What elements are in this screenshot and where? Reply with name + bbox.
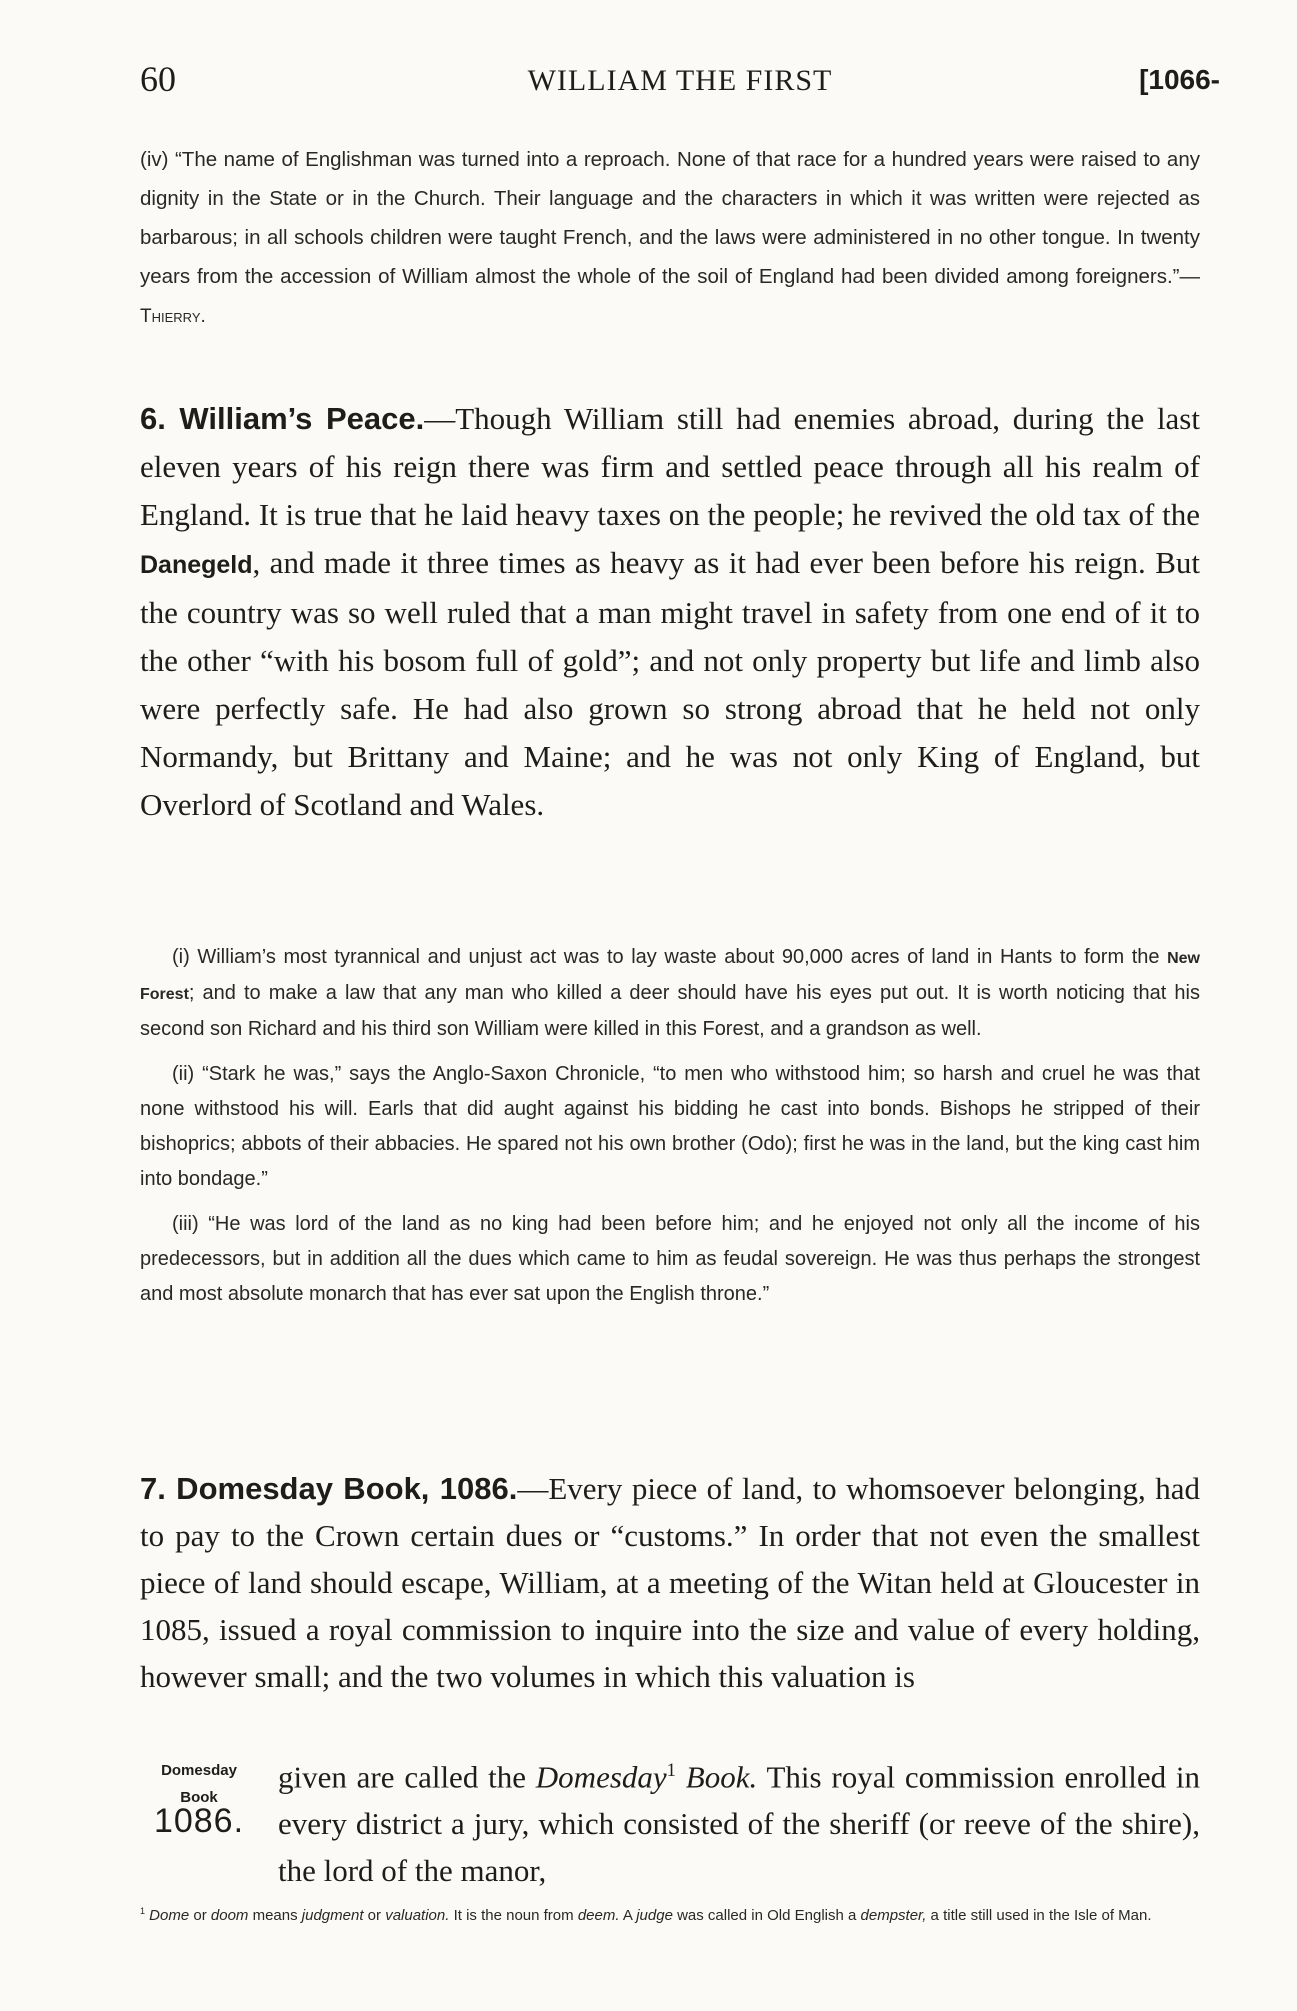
footnote-doom: doom [210,1907,249,1924]
section-6-text-b: , and made it three times as heavy as it had ever been before his reign. But the country was so well ruled that a man might travel in safety from one end of it to the other “with his bosom full of gold”; and not only property but life and limb also were perfectly safe. He had also grown so strong abroad that he held not only Normandy, but Brittany and Maine; and he was not only King of England, but Overlord of Scotland and Wales. [140,545,1200,822]
header-year: [1066- [1139,64,1220,95]
new-forest-term: New Forest [140,950,1200,1003]
page-number: 60 [140,59,176,99]
running-header [140,58,1220,108]
section-7-paragraph-top [140,1465,1200,1700]
footnote-text-b: or [189,1907,211,1924]
footnote-text-c: means [248,1907,302,1924]
danegeld-term: Danegeld [140,551,253,579]
footnote-marker: 1 [666,1760,676,1781]
domesday-italic: Domesday [535,1759,667,1795]
section-7-heading: 7. Domesday Book, 1086. [140,1471,518,1506]
section-7-text-a: —Every piece of land, to whomsoever belonging, had to pay to the Crown certain dues or “customs.” In order that not even the smallest piece of land should escape, William, at a meeting of the Witan held at Gloucester in 1085, issued a royal commission to inquire into the size and value of every holding, however small; and the two volumes in which this valuation is [140,1471,1200,1694]
margin-note [134,1762,264,1841]
footnote-judgment: judgment [301,1907,364,1924]
footnote-text-f: A [619,1907,637,1924]
margin-note-year: 1086. [153,1802,245,1840]
footnote-dome: Dome [145,1907,190,1924]
note-i-text-a: (i) William’s most tyrannical and unjust act was to lay waste about 90,000 acres of land in Hants to form the [172,946,1168,968]
section-7-paragraph-bottom [278,1747,1200,1894]
footnote-deem: deem. [577,1907,620,1924]
footnote-judge: judge [636,1907,673,1924]
book-italic: Book. [685,1759,758,1795]
note-i-text-b: ; and to make a law that any man who killed a deer should have his eyes put out. It is worth noticing that his second son Richard and his third son William were killed in this Forest, and a grandson as well. [140,982,1200,1040]
section-7-text-b2: This royal commission enrolled in every district a jury, which consisted of the sheriff (or reeve of the shire), the lord of the manor, [278,1759,1200,1889]
note-i [140,940,1200,1047]
footnote-text-g: was called in Old English a [672,1907,861,1924]
note-ii: (ii) “Stark he was,” says the Anglo-Saxon Chronicle, “to men who withstood him; so harsh and cruel he was that none withstood his will. Earls that did aught against his bidding he cast into bonds. Bishops he stripped of their bishoprics; abbots of their abbacies. He spared not his own brother (Odo); first he was in the land, but the king cast him into bondage.” [140,1063,1200,1190]
margin-note-line2: Book [180,1789,218,1806]
footnote-mark: 1 [140,1906,146,1916]
quote-iv [140,140,1200,336]
footnote-valuation: valuation. [385,1907,450,1924]
section-6-text-a: —Though William still had enemies abroad, during the last eleven years of his reign there was firm and settled peace through all his realm of England. It is true that he laid heavy taxes on the people; he revived the old tax of the [140,401,1200,532]
note-iii: (iii) “He was lord of the land as no king had been before him; and he enjoyed not only all the income of his predecessors, but in addition all the dues which came to him as feudal sovereign. He was thus perhaps the strongest and most absolute monarch that has ever sat upon the English throne.” [140,1213,1200,1305]
section-7-text-b1: given are called the [278,1759,536,1795]
footnote-text-d: or [363,1907,386,1924]
footnote-text-e: It is the noun from [449,1907,578,1924]
section-6-heading: 6. William’s Peace. [140,401,425,436]
section-6-paragraph [140,395,1200,829]
section-6-notes [140,940,1200,1322]
quote-iv-text: (iv) “The name of Englishman was turned into a reproach. None of that race for a hundred years were raised to any dignity in the State or in the Church. Their language and the characters in which it was written were rejected as barbarous; in all schools children were taught French, and the laws were administered in no other tongue. In twenty years from the accession of William almost the whole of the soil of England had been divided among foreigners.”— [140,148,1200,288]
running-title: WILLIAM THE FIRST [527,64,833,97]
footnote-dempster: dempster, [860,1907,927,1924]
footnote-text-h: a title still used in the Isle of Man. [926,1907,1152,1924]
footnote [140,1900,1200,1927]
quote-iv-attribution: Thierry. [140,306,206,327]
margin-note-line1: Domesday [161,1762,237,1779]
